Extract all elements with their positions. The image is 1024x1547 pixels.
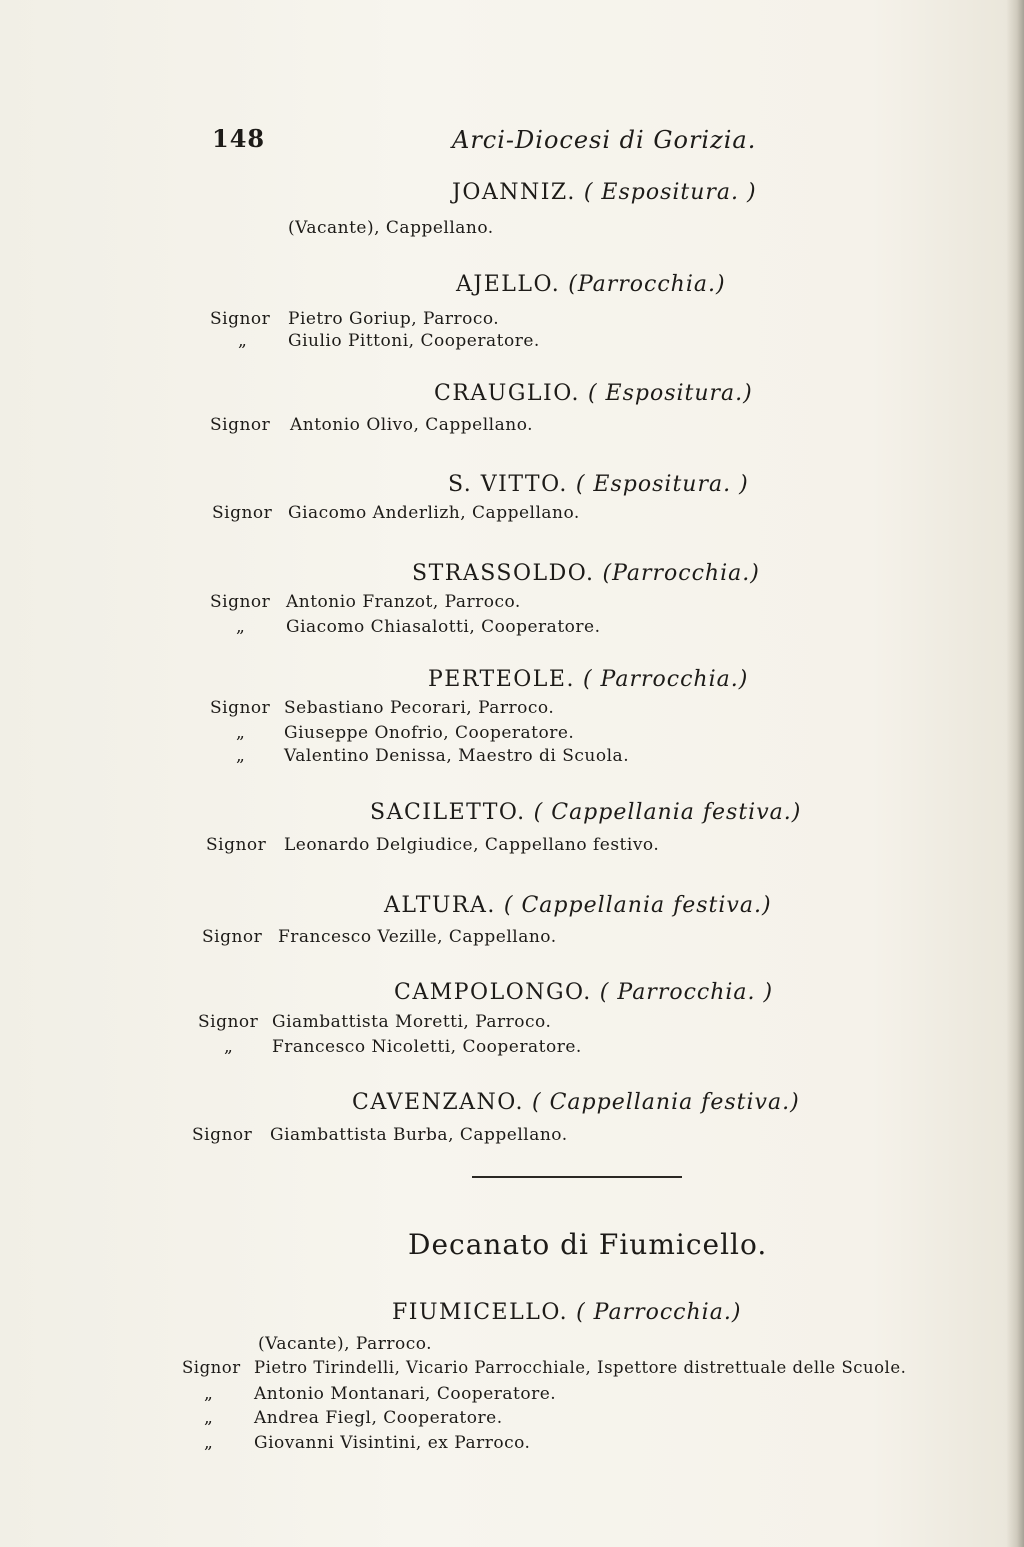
entry-heading	[428, 667, 748, 692]
clergy-text: Pietro Tirindelli, Vicario Parrocchiale, Ispettore distrettuale delle Scuole.	[254, 1358, 907, 1377]
clergy-title: Signor	[212, 503, 273, 523]
parish-name: CAMPOLONGO.	[394, 980, 592, 1005]
entry-heading	[352, 1090, 800, 1115]
clergy-line	[288, 218, 494, 238]
section-divider	[472, 1176, 682, 1178]
ditto-mark: „	[204, 1384, 214, 1404]
parish-name: AJELLO.	[456, 272, 561, 297]
ditto-mark: „	[204, 1408, 214, 1428]
clergy-line	[210, 415, 533, 435]
clergy-text: Giulio Pittoni, Cooperatore.	[288, 331, 540, 351]
clergy-line	[224, 1037, 582, 1057]
clergy-title: Signor	[192, 1125, 253, 1145]
parish-name: FIUMICELLO.	[392, 1300, 569, 1325]
parish-type: ( Espositura. )	[575, 472, 749, 497]
clergy-title: Signor	[210, 698, 271, 718]
parish-type: ( Cappellania festiva.)	[503, 893, 772, 918]
clergy-text: Francesco Vezille, Cappellano.	[278, 927, 557, 947]
parish-type: ( Espositura.)	[587, 381, 753, 406]
clergy-title: Signor	[210, 592, 271, 612]
clergy-line	[236, 746, 629, 766]
parish-type: ( Cappellania festiva.)	[532, 1090, 800, 1115]
clergy-line	[192, 1125, 568, 1145]
clergy-line	[204, 1433, 530, 1453]
ditto-mark: „	[236, 723, 246, 743]
clergy-text: Antonio Montanari, Cooperatore.	[254, 1384, 557, 1404]
parish-name: CAVENZANO.	[352, 1090, 524, 1115]
entry-heading	[394, 980, 773, 1005]
parish-type: ( Parrocchia.)	[576, 1300, 742, 1325]
clergy-line	[206, 835, 659, 855]
parish-type: ( Espositura. )	[583, 180, 757, 205]
entry-heading	[384, 893, 772, 918]
parish-name: S. VITTO.	[448, 472, 568, 497]
parish-name: JOANNIZ.	[452, 180, 576, 205]
clergy-line	[210, 309, 499, 329]
ditto-mark: „	[238, 331, 248, 351]
parish-type: ( Parrocchia. )	[599, 980, 774, 1005]
clergy-line	[204, 1408, 503, 1428]
clergy-text: Valentino Denissa, Maestro di Scuola.	[284, 746, 630, 766]
clergy-line	[212, 503, 580, 523]
clergy-text: Giambattista Moretti, Parroco.	[272, 1012, 552, 1032]
clergy-line	[236, 617, 600, 637]
section-heading: Decanato di Fiumicello.	[408, 1228, 768, 1261]
ditto-mark: „	[204, 1433, 214, 1453]
entry-heading	[448, 472, 749, 497]
clergy-text: Giuseppe Onofrio, Cooperatore.	[284, 723, 575, 743]
ditto-mark: „	[236, 746, 246, 766]
entry-heading	[370, 800, 801, 825]
clergy-line	[236, 723, 574, 743]
clergy-text: Giacomo Chiasalotti, Cooperatore.	[286, 617, 601, 637]
clergy-text: Giacomo Anderlizh, Cappellano.	[288, 503, 580, 523]
page-number: 148	[212, 124, 266, 153]
clergy-line	[198, 1012, 551, 1032]
clergy-text: (Vacante), Parroco.	[258, 1334, 433, 1354]
parish-name: PERTEOLE.	[428, 667, 575, 692]
clergy-text: Francesco Nicoletti, Cooperatore.	[272, 1037, 582, 1057]
clergy-title: Signor	[210, 309, 271, 329]
page-edge-shadow	[1006, 0, 1024, 1547]
clergy-line	[202, 927, 557, 947]
clergy-title: Signor	[202, 927, 263, 947]
clergy-text: Antonio Olivo, Cappellano.	[290, 415, 534, 435]
page-header	[0, 120, 1024, 160]
clergy-text: Leonardo Delgiudice, Cappellano festivo.	[284, 835, 660, 855]
clergy-text: Antonio Franzot, Parroco.	[286, 592, 521, 612]
parish-name: ALTURA.	[384, 893, 496, 918]
entry-heading	[456, 272, 726, 297]
entry-heading	[452, 180, 757, 205]
clergy-line	[182, 1358, 906, 1377]
parish-name: CRAUGLIO.	[434, 381, 580, 406]
clergy-text: Andrea Fiegl, Cooperatore.	[254, 1408, 503, 1428]
clergy-text: Pietro Goriup, Parroco.	[288, 309, 500, 329]
parish-type: (Parrocchia.)	[602, 561, 760, 586]
clergy-text: Sebastiano Pecorari, Parroco.	[284, 698, 555, 718]
clergy-title: Signor	[206, 835, 267, 855]
ditto-mark: „	[236, 617, 246, 637]
clergy-title: Signor	[198, 1012, 259, 1032]
running-title: Arci-Diocesi di Gorizia.	[452, 126, 757, 154]
entry-heading	[434, 381, 753, 406]
clergy-text: Giambattista Burba, Cappellano.	[270, 1125, 568, 1145]
clergy-title: Signor	[182, 1358, 241, 1377]
ditto-mark: „	[224, 1037, 234, 1057]
clergy-line	[238, 331, 540, 351]
clergy-title: Signor	[210, 415, 271, 435]
clergy-line	[210, 592, 521, 612]
clergy-text: (Vacante), Cappellano.	[288, 218, 494, 238]
clergy-line	[210, 698, 554, 718]
parish-type: (Parrocchia.)	[568, 272, 726, 297]
parish-type: ( Cappellania festiva.)	[533, 800, 802, 825]
clergy-text: Giovanni Visintini, ex Parroco.	[254, 1433, 531, 1453]
parish-name: STRASSOLDO.	[412, 561, 595, 586]
entry-heading	[392, 1300, 741, 1325]
entry-heading	[412, 561, 760, 586]
clergy-line	[258, 1334, 432, 1354]
parish-type: ( Parrocchia.)	[582, 667, 749, 692]
parish-name: SACILETTO.	[370, 800, 526, 825]
clergy-line	[204, 1384, 556, 1404]
